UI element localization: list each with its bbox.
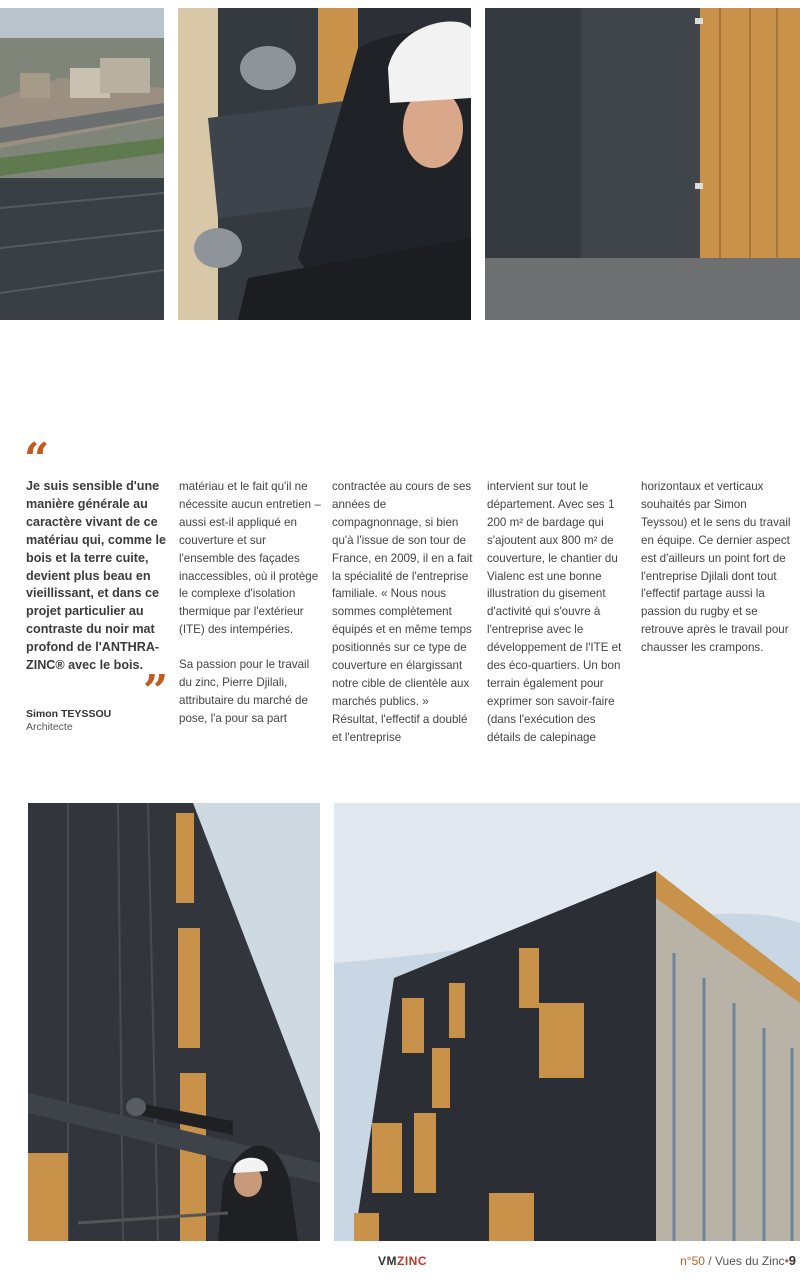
quote-close-mark: ”	[143, 666, 169, 717]
photo-zinc-panel-detail	[485, 8, 800, 320]
paragraph: contractée au cours de ses années de compagnonnage, si bien qu'à l'issue de son tour de France, en 2009, il en a fait la spécialité de l'entreprise familiale. « Nous nous sommes complètement équipés et en même temps positionnés sur ce type de couverture en élargissant notre cible de clientèle aux marchés publics. » Résultat, l'effectif a doublé et l'entreprise	[332, 480, 473, 744]
author-name	[26, 708, 166, 721]
article-column-1	[179, 478, 321, 728]
logo-part-zinc: ZINC	[397, 1254, 427, 1268]
paragraph: intervient sur tout le département. Avec ses 1 200 m² de bardage qui s'ajoutent aux 800 m² de couverture, le chantier du Vialenc est une bonne illustration du gisement d'activité qui s'ouvre à l'entreprise avec le développement de l'ITE et des éco-quartiers. Un bon terrain également pour exprimer son savoir-faire (dans l'exécution des détails de calepinage	[487, 480, 622, 744]
paragraph: horizontaux et verticaux souhaités par Simon Teyssou) et le sens du travail en équipe. Ce dernier aspect est d'ailleurs un point fort de l'entreprise Djilali dont tout l'effectif partage aussi la passion du rugby et se retrouve après le travail pour chausser les crampons.	[641, 480, 791, 655]
author-last-name: TEYSSOU	[61, 708, 112, 720]
pull-quote: Je suis sensible d'une manière générale au caractère vivant de ce matériau qui, comme le bois et la terre cuite, devient plus beau en vieillissant, et dans ce projet particulier au contraste du noir mat profond de l'ANTHRA-ZINC® avec le bois.	[26, 479, 166, 673]
photo-aerial-view	[0, 8, 164, 320]
author-role: Architecte	[26, 721, 73, 733]
footer-separator: /	[704, 1254, 715, 1268]
magazine-name: Vues du Zinc	[714, 1254, 785, 1268]
photo-worker-facade	[28, 803, 320, 1241]
quote-author	[26, 708, 166, 734]
photo-building-exterior	[334, 803, 800, 1241]
issue-number: n°50	[680, 1254, 705, 1268]
page-footer	[680, 1253, 796, 1269]
paragraph: matériau et le fait qu'il ne nécessite aucun entretien – aussi est-il appliqué en couverture et sur l'ensemble des façades inaccessibles, où il protège le complexe d'isolation thermique par l'extérieur (ITE) des intempéries.	[179, 480, 321, 637]
footer-bullet: •	[784, 1254, 789, 1268]
page-number: 9	[788, 1253, 796, 1268]
photo-worker-closeup	[178, 8, 471, 320]
vmzinc-logo	[378, 1254, 438, 1270]
logo-part-vm: VM	[378, 1254, 397, 1268]
article-column-2	[332, 478, 474, 747]
article-column-4	[641, 478, 791, 657]
paragraph: Sa passion pour le travail du zinc, Pierre Djilali, attributaire du marché de pose, l'a pour sa part	[179, 658, 310, 725]
quote-open-mark: “	[24, 434, 50, 485]
article-column-3	[487, 478, 629, 747]
author-first-name: Simon	[26, 708, 59, 720]
